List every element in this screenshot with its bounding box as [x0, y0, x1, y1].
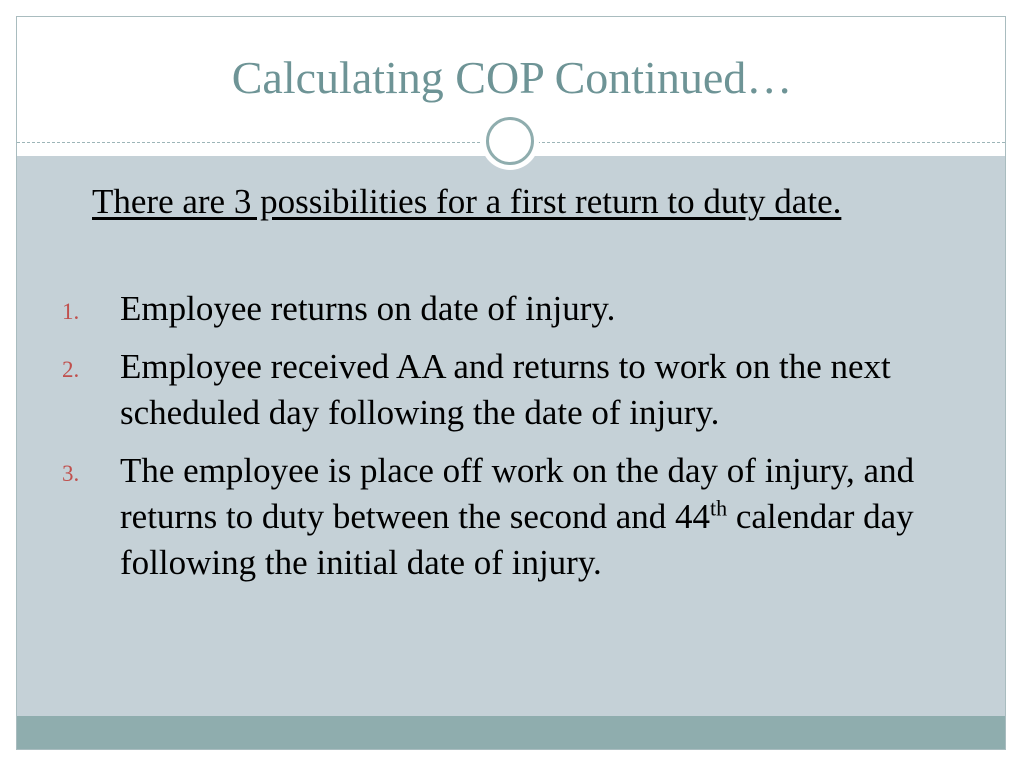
list-item: [56, 448, 956, 586]
list-item: [56, 286, 956, 332]
list-item-number: 1.: [62, 299, 80, 324]
list-item-number: 2.: [62, 357, 80, 382]
intro-text: There are 3 possibilities for a first return to duty date.: [92, 182, 842, 221]
list-item-number: 3.: [62, 461, 80, 486]
list-item-text: Employee received AA and returns to work on the next scheduled day following the date of injury.: [120, 347, 891, 432]
list-item-text-start: The employee is place off work on the day of injury, and returns to duty between the second and 44: [120, 451, 915, 536]
list-item-text: Employee returns on date of injury.: [120, 289, 616, 328]
possibilities-list: [56, 286, 956, 598]
circle-ornament-icon: [486, 117, 534, 165]
footer-accent-band: [17, 716, 1005, 749]
ordinal-superscript: th: [709, 495, 728, 521]
slide-title: Calculating COP Continued…: [231, 52, 793, 103]
list-item: [56, 344, 956, 436]
list-item-text: [120, 451, 914, 582]
list-item-text-end: calendar day following the initial date of injury.: [120, 497, 914, 582]
